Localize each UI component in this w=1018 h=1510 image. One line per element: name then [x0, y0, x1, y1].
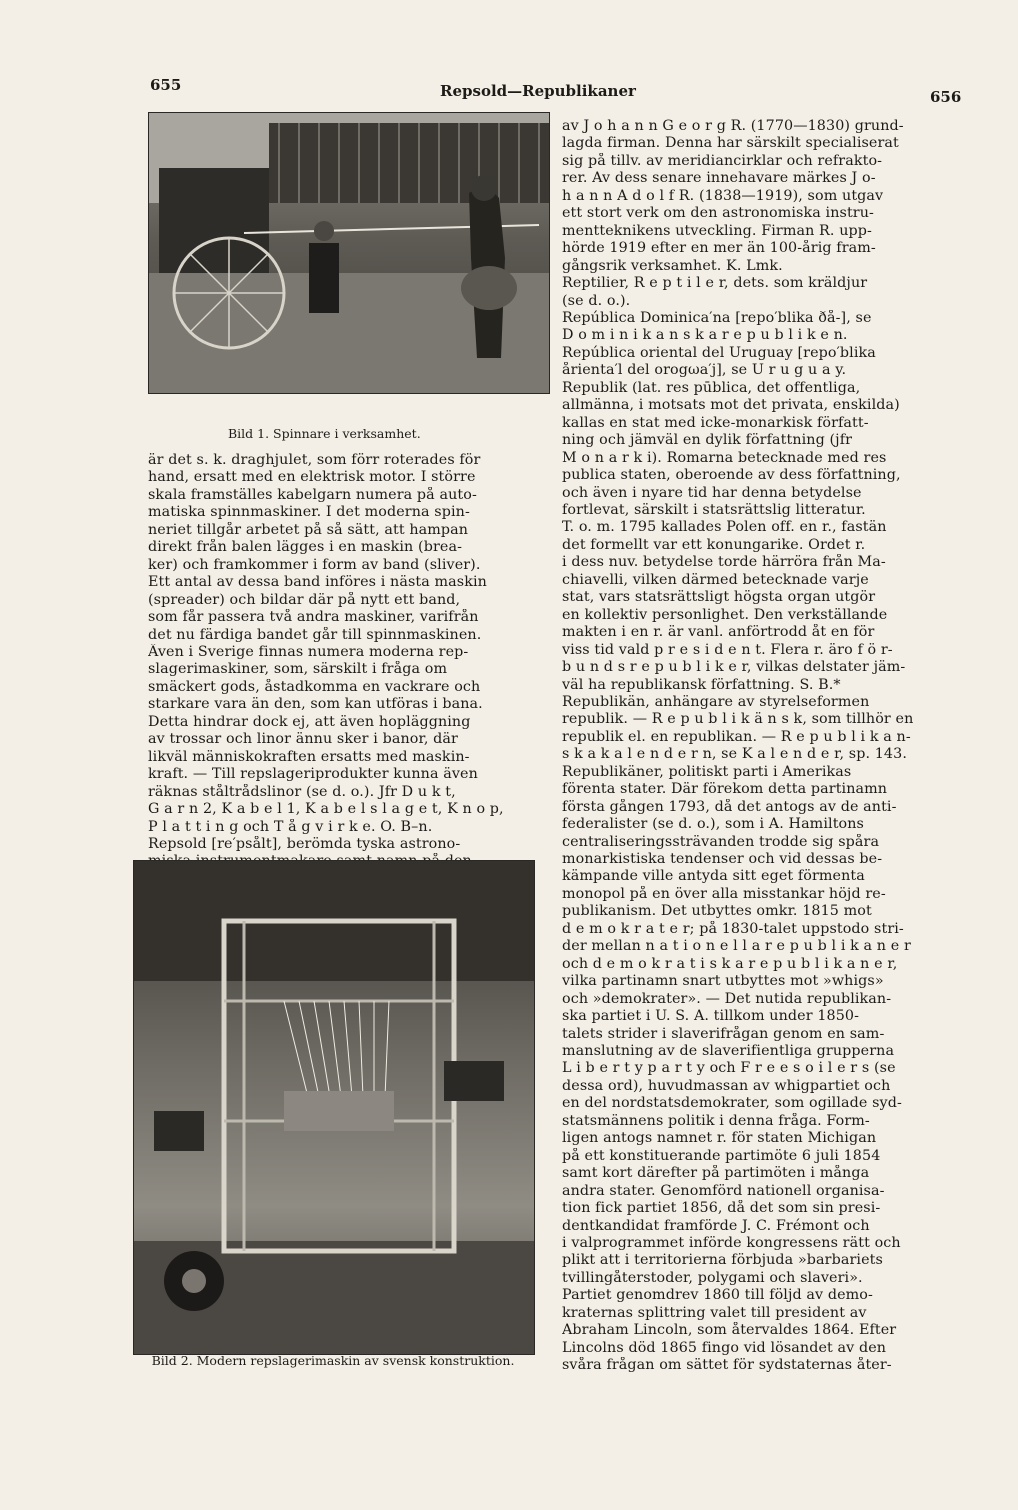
text-line: ett stort verk om den astronomiska instru-	[562, 205, 874, 222]
text-line: Reptilier, R e p t i l e r, dets. som kräldjur	[562, 275, 868, 292]
text-line: publikanism. Det utbyttes omkr. 1815 mot	[562, 903, 872, 920]
text-line: República Dominica′na [repo′blika ðå-], se	[562, 309, 872, 326]
text-line: dentkandidat framförde J. C. Frémont och	[562, 1217, 870, 1234]
text-line: publica staten, oberoende av dess författning,	[562, 467, 901, 484]
text-line: stat, vars statsrättsligt högsta organ utgör	[562, 589, 876, 606]
text-line: och »demokrater». — Det nutida republikan-	[562, 990, 892, 1007]
text-line: Partiet genomdrev 1860 till följd av demo-	[562, 1287, 873, 1304]
rope-machine-illustration	[134, 861, 534, 1354]
text-line: L i b e r t y p a r t y och F r e e s o i l e r s (se	[562, 1060, 896, 1077]
text-line: neriet tillgår arbetet på så sätt, att hampan	[148, 521, 469, 538]
text-line: samt kort därefter på partimöten i många	[562, 1165, 870, 1182]
figure-1-photo	[148, 112, 550, 394]
text-line: allmänna, i motsats mot det privata, enskilda)	[562, 397, 900, 414]
text-line: tvillingåterstoder, polygami och slaveri».	[562, 1269, 863, 1286]
text-line: slagerimaskiner, som, särskilt i fråga om	[148, 661, 448, 678]
figure-1-caption: Bild 1. Spinnare i verksamhet.	[228, 426, 421, 441]
text-line: årienta′l del orogωa′j], se U r u g u a y.	[562, 362, 847, 379]
page-number-right: 656	[930, 88, 962, 106]
page-number-left: 655	[150, 76, 182, 94]
text-line: D o m i n i k a n s k a r e p u b l i k e n.	[562, 327, 848, 344]
text-line: kallas en stat med icke-monarkisk författ-	[562, 414, 869, 431]
text-line: det formellt var ett konungarike. Ordet r.	[562, 536, 866, 553]
text-line: talets strider i slaverifrågan genom en sam-	[562, 1025, 885, 1042]
text-line: matiska spinnmaskiner. I det moderna spin-	[148, 504, 470, 521]
text-line: i valprogrammet införde kongressens rätt och	[562, 1235, 901, 1251]
text-line: plikt att i territorierna förbjuda »barbariets	[562, 1252, 883, 1269]
text-line: på ett konstituerande partimöte 6 juli 1854	[562, 1147, 881, 1164]
text-line: skala framställes kabelgarn numera på auto-	[148, 486, 477, 503]
text-line: Även i Sverige finnas numera moderna rep-	[148, 643, 469, 660]
text-line: ska partiet i U. S. A. tillkom under 1850-	[562, 1008, 860, 1025]
text-line: d e m o k r a t e r; på 1830-talet uppstodo stri-	[562, 920, 904, 937]
text-line: Republikän, anhängare av styrelseformen	[562, 693, 870, 710]
text-line: Abraham Lincoln, som återvaldes 1864. Efter	[562, 1322, 897, 1339]
text-line: Detta hindrar dock ej, att även hopläggning	[148, 713, 471, 730]
text-line: är det s. k. draghjulet, som förr roterades för	[148, 452, 481, 468]
text-line: en del nordstatsdemokrater, som ogillade syd-	[562, 1095, 902, 1112]
text-line: ker) och framkommer i form av band (sliver).	[148, 556, 481, 573]
text-line: M o n a r k i). Romarna betecknade med res	[562, 449, 887, 466]
text-line: s k a k a l e n d e r n, se K a l e n d e r, sp. 143.	[562, 746, 907, 763]
text-line: väl ha republikansk författning. S. B.*	[562, 676, 841, 693]
text-line: statsmännens politik i denna fråga. Form-	[562, 1112, 870, 1129]
text-line: fortlevat, särskilt i statsrättslig litteratur.	[562, 501, 866, 518]
text-line: ning och jämväl en dylik författning (jfr	[562, 432, 853, 449]
text-line: lagda firman. Denna har särskilt specialiserat	[562, 135, 899, 152]
text-line: mentteknikens utveckling. Firman R. upp-	[562, 222, 872, 239]
text-line: federalister (se d. o.), som i A. Hamiltons	[562, 816, 864, 833]
left-column-text	[148, 452, 548, 871]
text-line: viss tid vald p r e s i d e n t. Flera r. äro f ö r-	[562, 641, 893, 658]
text-line: Lincolns död 1865 fingo vid lösandet av den	[562, 1339, 887, 1356]
text-line: en kollektiv personlighet. Den verkställande	[562, 606, 888, 623]
text-line: och även i nyare tid har denna betydelse	[562, 484, 862, 501]
text-line: monopol på en över alla misstankar höjd re-	[562, 885, 886, 902]
text-line: sig på tillv. av meridiancirklar och refrakto-	[562, 152, 883, 169]
text-line: förenta stater. Där förekom detta partinamn	[562, 781, 888, 798]
spinner-illustration	[149, 113, 549, 393]
figure-2-caption: Bild 2. Modern repslagerimaskin av svensk konstruktion.	[151, 1353, 515, 1368]
text-line: och d e m o k r a t i s k a r e p u b l i k a n e r,	[562, 955, 898, 972]
text-line: Ett antal av dessa band införes i nästa maskin	[148, 574, 487, 591]
text-line: chiavelli, vilken därmed betecknade varje	[562, 571, 869, 588]
text-line: T. o. m. 1795 kallades Polen off. en r., fastän	[562, 519, 887, 536]
text-line: andra stater. Genomförd nationell organisa-	[562, 1182, 885, 1199]
text-line: starkare vara än den, som kan utföras i bana.	[148, 696, 483, 713]
text-line: smäckert gods, åstadkomma en vackrare och	[148, 678, 481, 695]
text-line: republik. — R e p u b l i k ä n s k, som tillhör en	[562, 711, 914, 728]
text-line: Republik (lat. res pūblica, det offentliga,	[562, 379, 861, 396]
text-line: Republikäner, politiskt parti i Amerikas	[562, 763, 852, 780]
right-column-text	[562, 118, 958, 1375]
text-line: Repsold [re′psålt], berömda tyska astrono-	[148, 835, 461, 852]
text-line: hörde 1919 efter en mer än 100-årig fram-	[562, 240, 876, 257]
text-line: makten i en r. är vanl. anförtrodd åt en för	[562, 624, 875, 641]
text-line: P l a t t i n g och T å g v i r k e. O. B–n.	[148, 818, 433, 835]
text-line: tion fick partiet 1856, då det som sin presi-	[562, 1200, 881, 1217]
text-line: der mellan n a t i o n e l l a r e p u b l i k a n e r	[562, 938, 911, 955]
text-line: gångsrik verksamhet. K. Lmk.	[562, 257, 783, 274]
text-line: (spreader) och bildar där på nytt ett band,	[148, 591, 461, 608]
text-line: vilka partinamn snart utbyttes mot »whigs»	[562, 973, 884, 990]
text-line: det nu färdiga bandet går till spinnmaskinen.	[148, 626, 482, 643]
text-line: som får passera två andra maskiner, varifrån	[148, 609, 479, 626]
text-line: (se d. o.).	[562, 292, 631, 309]
figure-2-photo	[133, 860, 535, 1355]
text-line: kraft. — Till repslageriprodukter kunna även	[148, 766, 478, 783]
text-line: kämpande ville antyda sitt eget förmenta	[562, 868, 865, 885]
text-line: republik el. en republikan. — R e p u b l i k a n-	[562, 728, 911, 745]
text-line: b u n d s r e p u b l i k e r, vilkas delstater jäm-	[562, 659, 906, 676]
text-line: svåra frågan om sättet för sydstaternas åter-	[562, 1357, 892, 1374]
text-line: kraternas splittring valet till president av	[562, 1304, 867, 1321]
text-line: räknas ståltrådslinor (se d. o.). Jfr D u k t,	[148, 783, 456, 800]
text-line: likväl människokraften ersatts med maskin-	[148, 748, 470, 765]
text-line: rer. Av dess senare innehavare märkes J o-	[562, 170, 876, 187]
text-line: República oriental del Uruguay [repo′blika	[562, 344, 876, 361]
text-line: hand, ersatt med en elektrisk motor. I större	[148, 469, 476, 486]
text-line: dessa ord), huvudmassan av whigpartiet och	[562, 1077, 891, 1094]
text-line: av J o h a n n G e o r g R. (1770—1830) grund-	[562, 118, 904, 134]
text-line: i dess nuv. betydelse torde härröra från Ma-	[562, 554, 886, 571]
text-line: av trossar och linor ännu sker i banor, där	[148, 731, 458, 748]
text-line: ligen antogs namnet r. för staten Michigan	[562, 1130, 877, 1147]
text-line: h a n n A d o l f R. (1838—1919), som utgav	[562, 187, 884, 204]
running-head: Repsold—Republikaner	[440, 82, 636, 100]
text-line: G a r n 2, K a b e l 1, K a b e l s l a g e t, K n o p,	[148, 801, 504, 818]
text-line: centraliseringssträvanden trodde sig spåra	[562, 833, 880, 850]
text-line: första gången 1793, då det antogs av de anti-	[562, 798, 897, 815]
text-line: manslutning av de slaverifientliga grupperna	[562, 1043, 895, 1060]
text-line: direkt från balen lägges i en maskin (brea-	[148, 539, 462, 556]
text-line: monarkistiska tendenser och vid dessas be-	[562, 851, 883, 868]
